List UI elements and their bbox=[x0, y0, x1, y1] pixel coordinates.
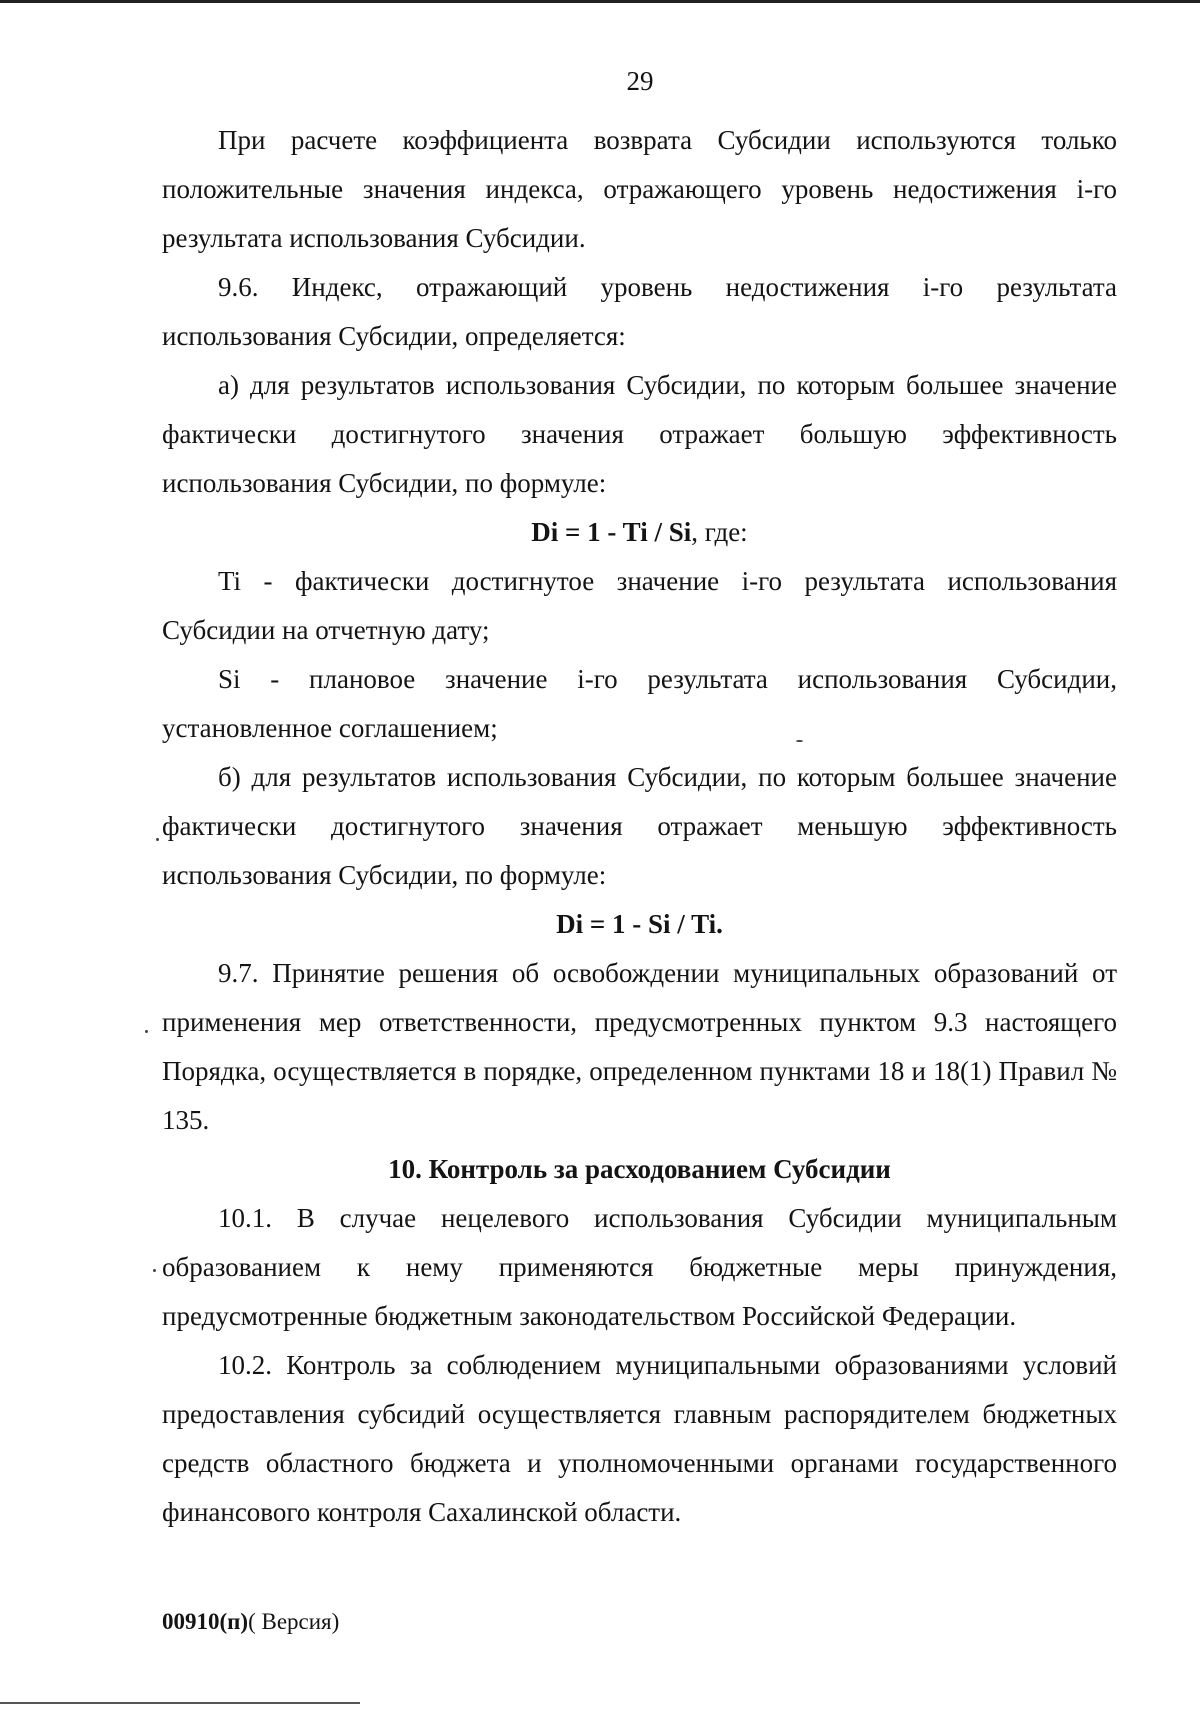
paragraph-si-definition: Si - плановое значение i-го результата использования Субсидии, установленное соглашением; bbox=[162, 664, 1117, 743]
section-heading-10: 10. Контроль за расходованием Субсидии bbox=[388, 1154, 891, 1184]
paragraph-10-1: 10.1. В случае нецелевого использования Субсидии муниципальным образованием к нему применяются бюджетные меры принуждения, предусмотренные бюджетным законодательством Российской Федерации. bbox=[162, 1203, 1117, 1331]
paragraph-9-6: 9.6. Индекс, отражающий уровень недостижения i-го результата использования Субсидии, определяется: bbox=[162, 272, 1117, 351]
formula-2-expression: Di = 1 - Si / Ti. bbox=[556, 909, 723, 939]
paragraph-9-6-b: б) для результатов использования Субсидии, по которым большее значение фактически достигнутого значения отражает меньшую эффективность использования Субсидии, по формуле: bbox=[162, 762, 1117, 890]
scan-speck bbox=[156, 838, 159, 841]
footer-code-number: 00910(п) bbox=[162, 1609, 249, 1634]
paragraph-ti-definition: Ti - фактически достигнутое значение i-го результата использования Субсидии на отчетную дату; bbox=[162, 566, 1117, 645]
scan-speck bbox=[145, 1030, 148, 1033]
footer-version: ( Версия) bbox=[248, 1609, 340, 1634]
paragraph-return-coefficient: При расчете коэффициента возврата Субсидии используются только положительные значения индекса, отражающего уровень недостижения i-го результата использования Субсидии. bbox=[162, 125, 1117, 253]
formula-1-expression: Di = 1 - Ti / Si bbox=[531, 517, 692, 547]
formula-1-suffix: , где: bbox=[691, 517, 748, 547]
paragraph-9-7: 9.7. Принятие решения об освобождении муниципальных образований от применения мер ответственности, предусмотренных пунктом 9.3 настоящего Порядка, осуществляется в порядке, определенном пунктами 18 и 18(1) Правил № 135. bbox=[162, 958, 1117, 1135]
page-number: 29 bbox=[626, 66, 654, 96]
paragraph-9-6-a: а) для результатов использования Субсидии, по которым большее значение фактически достигнутого значения отражает большую эффективность использования Субсидии, по формуле: bbox=[162, 370, 1117, 498]
document-footer-code bbox=[162, 1609, 339, 1635]
scan-speck bbox=[153, 1269, 156, 1272]
paragraph-10-2: 10.2. Контроль за соблюдением муниципальными образованиями условий предоставления субсидий осуществляется главным распорядителем бюджетных средств областного бюджета и уполномоченными органами государственного финансового контроля Сахалинской области. bbox=[162, 1350, 1117, 1527]
scan-mark bbox=[796, 740, 803, 742]
formula-2 bbox=[162, 900, 1117, 949]
bottom-scan-line bbox=[0, 1702, 360, 1704]
top-border-line bbox=[0, 0, 1200, 3]
formula-1 bbox=[162, 508, 1117, 557]
document-body bbox=[162, 116, 1117, 1537]
